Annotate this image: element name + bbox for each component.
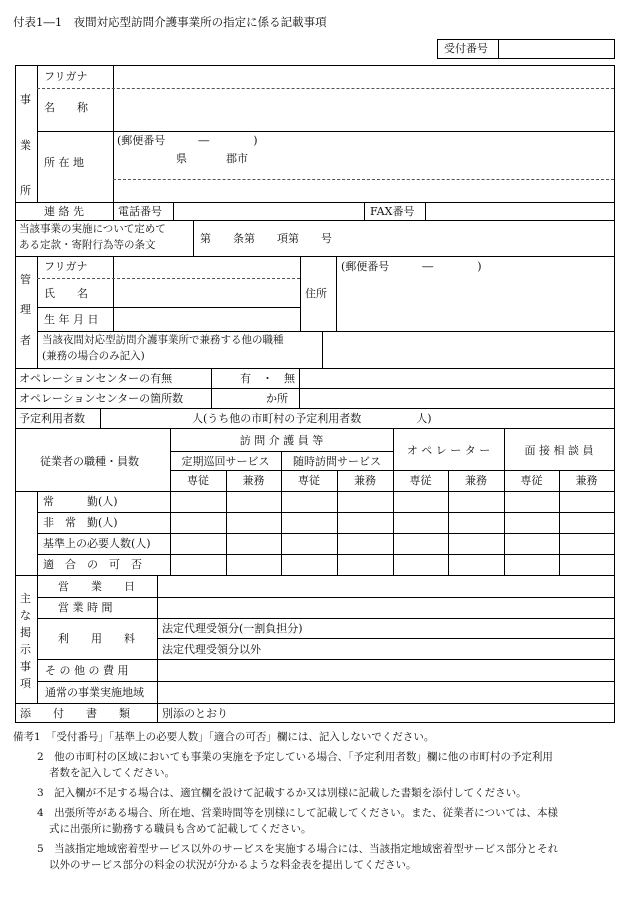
note-4a: 4 出張所等がある場合、所在地、営業時間等を別様にして記載してください。また、従業者については、本様 [37,807,558,819]
articles-label-1: 当該事業の実施について定めて [19,223,166,235]
col-full-2: 専従 [298,474,320,487]
note-5a: 5 当該指定地域密着型サービス以外のサービスを実施する場合には、当該指定地域密着型サービス部分とそれ [37,843,559,855]
office-name-label: 名 称 [44,101,88,114]
office-furigana-label: フリガナ [44,70,88,83]
manager-dob-field[interactable] [115,309,298,329]
manager-furigana-field[interactable] [115,258,298,276]
manager-other-job-field[interactable] [324,333,612,366]
office-name-field[interactable] [115,91,612,129]
manager-group-label-2: 理 [20,303,31,316]
staff-row-required: 基準上の必要人数(人) [43,537,151,550]
col-full-1: 専従 [187,474,209,487]
note-2b: 者数を記入してください。 [49,767,175,779]
operation-center-exists-value[interactable]: 有 ・ 無 [240,372,295,385]
manager-address-field[interactable] [338,276,612,329]
manager-address-label: 住所 [305,287,327,300]
note-4b: 式に出張所に勤務する職員も含めて記載してください。 [49,823,312,835]
service-area-label: 通常の事業実施地域 [45,686,144,699]
col-part-2: 兼務 [354,474,376,487]
operation-center-exists-label: オペレーションセンターの有無 [19,372,173,385]
main-items-label-1: 主 [20,592,31,605]
note-3: 3 記入欄が不足する場合は、適宜欄を設けて記載するか又は別様に記載した書類を添付してください。 [37,787,527,799]
operation-center-count-field[interactable] [213,390,263,406]
col-part-4: 兼務 [575,474,598,487]
manager-other-job-label-2: (兼務の場合のみ記入) [42,350,145,362]
col-full-3: 専従 [409,474,432,487]
form-title: 付表1―1 夜間対応型訪問介護事業所の指定に係る記載事項 [13,15,327,29]
articles-value: 第 条第 項第 号 [200,232,332,245]
manager-other-job-label-1: 当該夜間対応型訪問介護事業所で兼務する他の職種 [42,334,284,346]
planned-users-field[interactable] [102,410,190,426]
note-2a: 2 他の市町村の区域においても事業の実施を予定している場合、「予定利用者数」欄に他の市町村の予定利用 [37,751,553,763]
manager-furigana-label: フリガナ [44,260,88,273]
attachments-label: 添 付 書 類 [20,707,130,720]
manager-postal: (郵便番号 ― ) [341,260,482,273]
articles-label-2: ある定款・寄附行為等の条文 [19,239,156,251]
office-contact-label: 連 絡 先 [44,205,84,218]
operation-center-count-unit: か所 [266,392,288,405]
office-fax-field[interactable] [427,204,612,219]
home-care-group-header: 訪 問 介 護 員 等 [239,434,324,447]
staff-row-parttime: 非 常 勤(人) [43,516,118,529]
planned-users-value: 人(うち他の市町村の予定利用者数 人) [192,412,432,425]
fees-label: 利 用 料 [58,632,135,645]
interview-header: 面 接 相 談 員 [524,444,594,457]
office-group-label-2: 業 [20,139,31,152]
office-furigana-field[interactable] [115,67,612,86]
col-full-4: 専従 [520,474,543,487]
office-postal: (郵便番号 ― ) [117,134,258,147]
office-address-field[interactable] [115,182,612,200]
fee-option-1: 法定代理受領分(一割負担分) [162,622,303,635]
office-city: 郡市 [226,152,248,165]
business-days-field[interactable] [159,577,612,595]
other-fees-label: そ の 他 の 費 用 [45,664,129,677]
staff-heading: 従業者の職種・員数 [40,455,139,468]
office-address-label: 所 在 地 [44,156,84,169]
regular-visit-header: 定期巡回サービス [181,455,270,468]
receipt-number-field[interactable] [500,41,612,57]
manager-name-label: 氏 名 [44,287,88,300]
staff-row-compliance: 適 合 の 可 否 [43,558,142,571]
main-items-label-2: な [20,609,31,622]
main-items-label-5: 事 [20,660,31,673]
office-group-label-1: 事 [20,93,31,106]
office-phone-label: 電話番号 [118,205,162,218]
col-part-1: 兼務 [242,474,265,487]
office-group-label-3: 所 [20,184,31,197]
office-prefecture: 県 [176,152,187,165]
manager-group-label-1: 管 [20,273,31,286]
manager-dob-label: 生 年 月 日 [44,313,99,326]
manager-group-label-3: 者 [20,334,31,347]
office-phone-field[interactable] [175,204,362,219]
staff-row-fulltime: 常 勤(人) [43,495,118,508]
manager-name-field[interactable] [115,281,298,305]
business-hours-label: 営 業 時 間 [58,601,113,614]
main-items-label-3: 掲 [20,626,31,639]
business-hours-field[interactable] [159,599,612,616]
attachments-value: 別添のとおり [162,707,228,720]
service-area-field[interactable] [159,683,612,701]
operation-center-count-label: オペレーションセンターの箇所数 [19,392,184,405]
note-1: 備考1 「受付番号」「基準上の必要人数」「適合の可否」欄には、記入しないでください。 [13,731,435,743]
operator-header: オ ペ レ ー タ ー [406,444,491,457]
planned-users-label: 予定利用者数 [19,412,85,425]
col-part-3: 兼務 [465,474,487,487]
main-items-label-4: 示 [20,643,31,656]
on-demand-visit-header: 随時訪問サービス [293,455,381,468]
receipt-label: 受付番号 [444,42,488,55]
business-days-label: 営 業 日 [58,580,135,593]
office-fax-label: FAX番号 [370,205,415,218]
other-fees-field[interactable] [159,661,612,679]
main-items-label-6: 項 [20,677,31,690]
fee-option-2: 法定代理受領分以外 [162,643,261,656]
note-5b: 以外のサービス部分の料金の状況が分かるような料金表を提出してください。 [49,859,417,871]
